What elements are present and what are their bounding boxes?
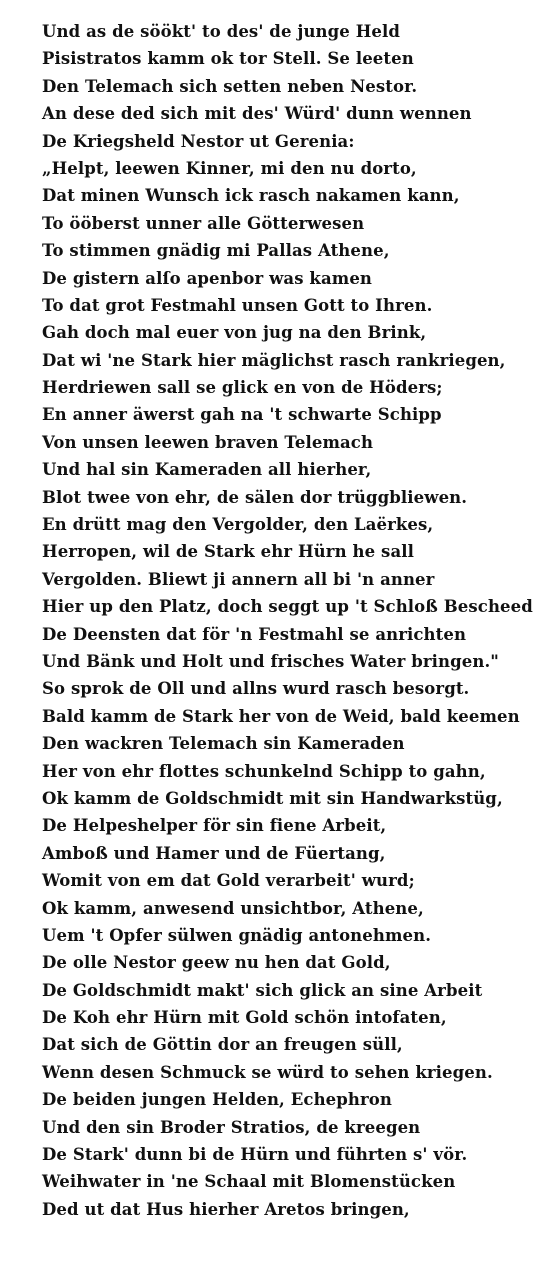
- poem-line: Und hal sin Kameraden all hierher,: [42, 460, 372, 480]
- poem-line: Den wackren Telemach sin Kameraden: [42, 734, 405, 754]
- poem-line: De Stark' dunn bi de Hürn und führten s' vör.: [42, 1145, 468, 1165]
- poem-line: Gah doch mal euer von jug na den Brink,: [42, 323, 427, 343]
- poem-line: To dat grot Festmahl unsen Gott to Ihren.: [42, 295, 433, 315]
- poem-line: Und as de söökt' to des' de junge Held: [42, 22, 401, 41]
- poem-line: Amboß und Hamer und de Füertang,: [42, 843, 386, 863]
- poem-line: Dat sich de Göttin dor an freugen süll,: [42, 1035, 403, 1055]
- poem-line: Dat wi 'ne Stark hier mäglichst rasch rankriegen,: [42, 350, 506, 370]
- poem-line: Ok kamm, anwesend unsichtbor, Athene,: [42, 898, 424, 918]
- poem-line: So sprok de Oll und allns wurd rasch besorgt.: [42, 679, 470, 699]
- poem-line: To ööberst unner alle Götterwesen: [42, 213, 365, 233]
- poem-line: De beiden jungen Helden, Echephron: [42, 1090, 392, 1110]
- poem-line: Vergolden. Bliewt ji annern all bi 'n anner: [42, 569, 435, 589]
- poem-line: De Deensten dat för 'n Festmahl se anrichten: [42, 624, 467, 644]
- poem-line: Ded ut dat Hus hierher Aretos bringen,: [42, 1199, 410, 1219]
- poem-line: De olle Nestor geew nu hen dat Gold,: [42, 953, 391, 973]
- poem-line: Von unsen leewen braven Telemach: [42, 432, 374, 452]
- poem-line: De Koh ehr Hürn mit Gold schön intofaten,: [42, 1008, 447, 1028]
- poem-line: To stimmen gnädig mi Pallas Athene,: [42, 241, 390, 261]
- poem-line: Den Telemach sich setten neben Nestor.: [42, 76, 418, 96]
- poem-line: Blot twee von ehr, de sälen dor trüggbliewen.: [42, 487, 468, 507]
- poem-line: Her von ehr flottes schunkelnd Schipp to gahn,: [42, 761, 486, 781]
- poem-line: Womit von em dat Gold verarbeit' wurd;: [42, 871, 415, 891]
- poem-line: Herropen, wil de Stark ehr Hürn he sall: [42, 542, 414, 562]
- poem-line: Uem 't Opfer sülwen gnädig antonehmen.: [42, 925, 432, 945]
- poem-line: Pisistratos kamm ok tor Stell. Se leeten: [42, 49, 414, 69]
- poem-line: Hier up den Platz, doch seggt up 't Schloß Bescheed: [42, 597, 533, 617]
- poem-line: Dat minen Wunsch ick rasch nakamen kann,: [42, 186, 460, 206]
- poem-line: Weihwater in 'ne Schaal mit Blomenstücken: [42, 1172, 456, 1192]
- poem-line: En anner äwerst gah na 't schwarte Schipp: [42, 405, 442, 425]
- poem-line: Herdriewen sall se glick en von de Höders;: [42, 378, 443, 398]
- poem-line: „Helpt, leewen Kinner, mi den nu dorto,: [42, 158, 417, 178]
- poem-text: [42, 18, 542, 1223]
- poem-line: Ok kamm de Goldschmidt mit sin Handwarkstüg,: [42, 788, 503, 808]
- poem-line: En drütt mag den Vergolder, den Laërkes,: [42, 515, 434, 535]
- poem-line: De Helpeshelper för sin fiene Arbeit,: [42, 816, 387, 836]
- poem-line: De gistern alſo apenbor was kamen: [42, 268, 373, 288]
- poem-line: An dese ded sich mit des' Würd' dunn wennen: [42, 104, 472, 124]
- poem-line: Und den sin Broder Stratios, de kreegen: [42, 1117, 421, 1137]
- poem-line: De Goldschmidt makt' sich glick an sine Arbeit: [42, 980, 483, 1000]
- poem-line: Bald kamm de Stark her von de Weid, bald keemen: [42, 706, 520, 726]
- poem-line: Wenn desen Schmuck se würd to sehen kriegen.: [42, 1062, 493, 1082]
- poem-line: Und Bänk und Holt und frisches Water bringen.": [42, 651, 499, 671]
- poem-line: De Kriegsheld Nestor ut Gerenia:: [42, 131, 355, 151]
